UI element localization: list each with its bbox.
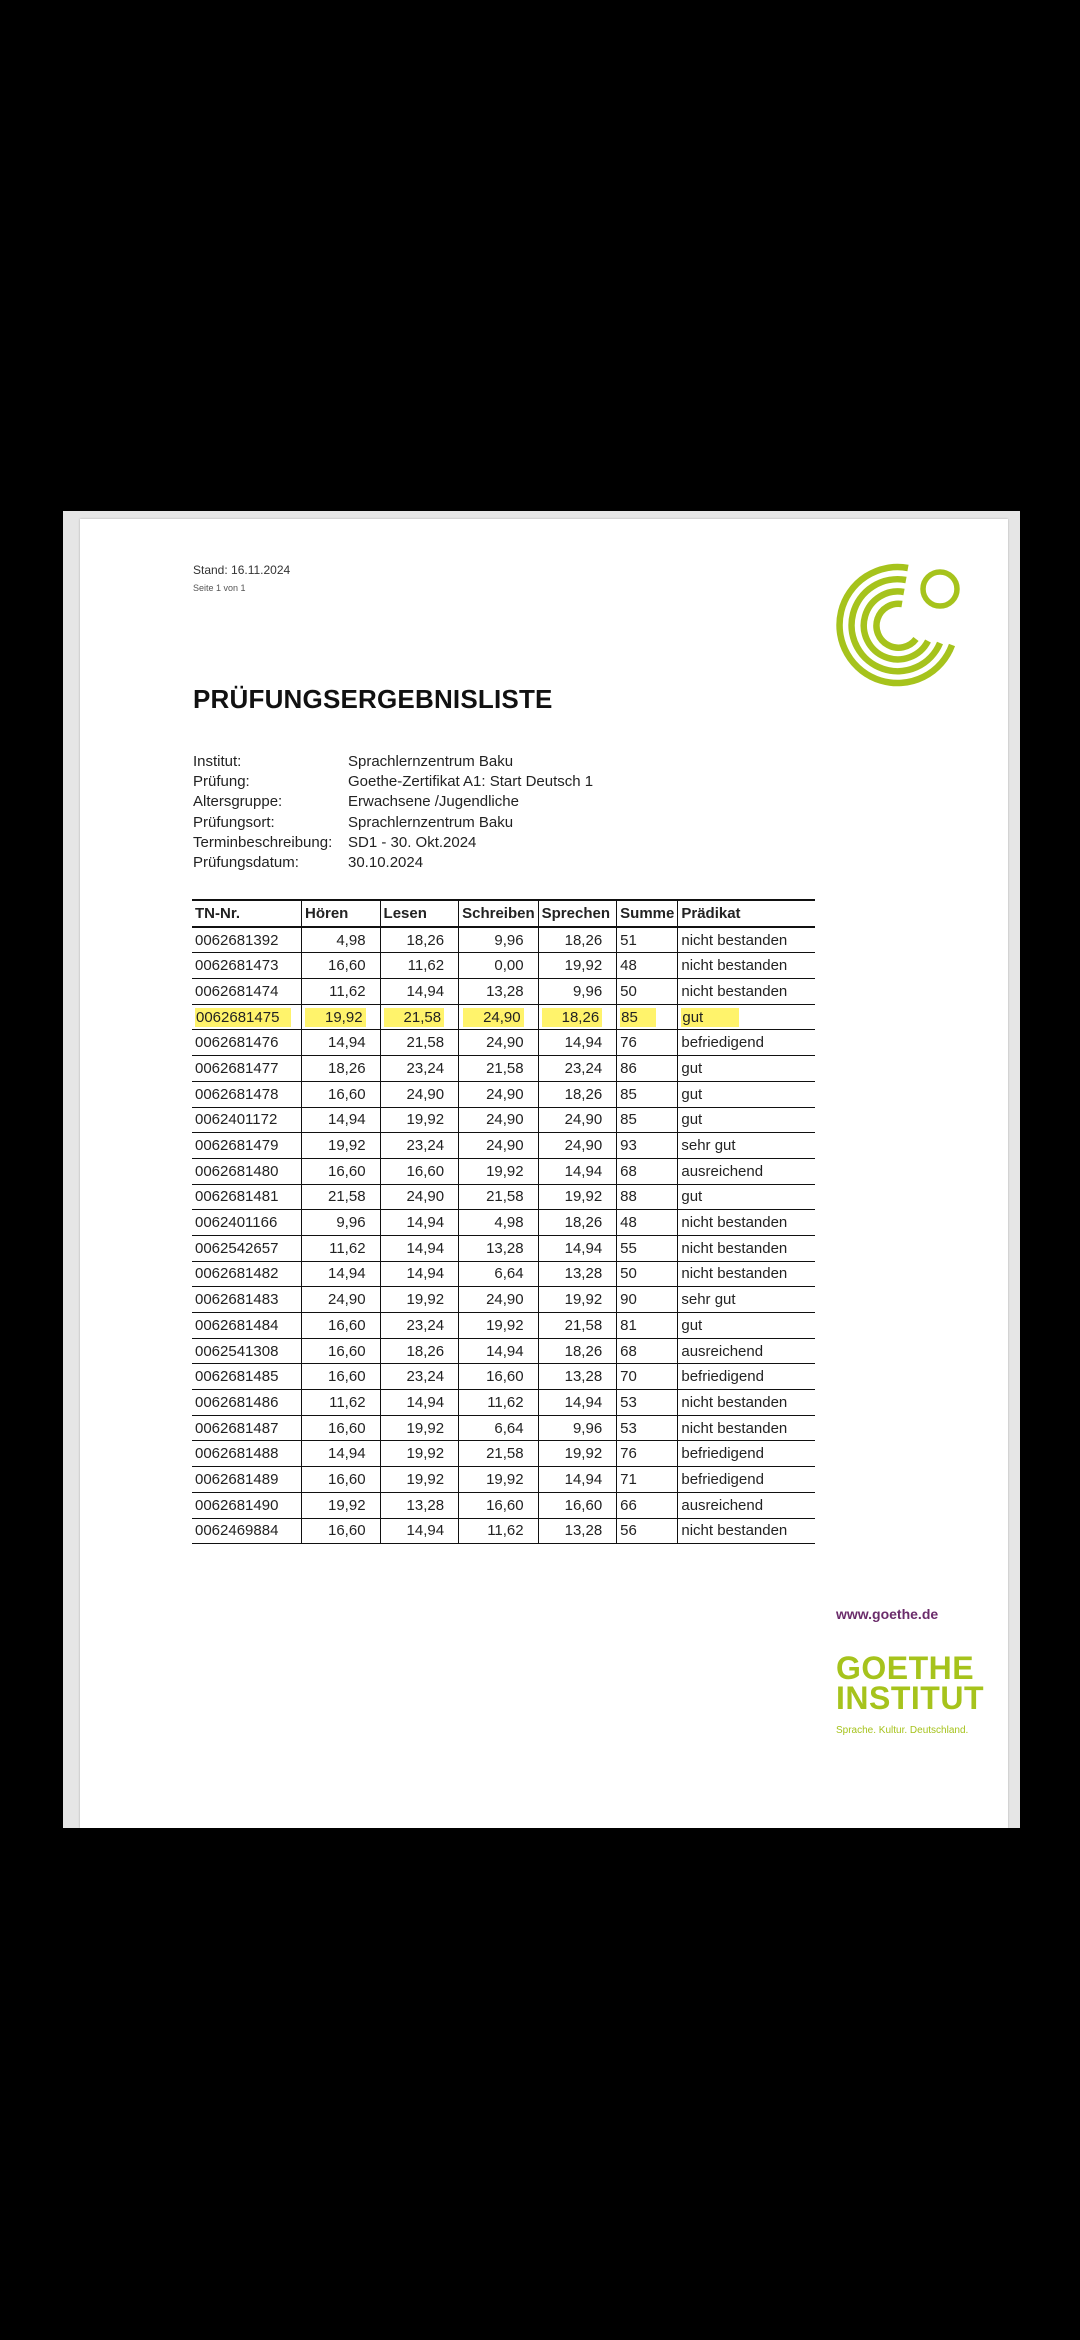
cell-lesen: 13,28 <box>380 1492 459 1518</box>
cell-summe: 70 <box>617 1364 678 1390</box>
cell-tn-nr: 0062681481 <box>192 1184 302 1210</box>
cell-schreiben: 14,94 <box>459 1338 539 1364</box>
cell-schreiben: 19,92 <box>459 1313 539 1339</box>
cell-tn-nr: 0062681486 <box>192 1390 302 1416</box>
cell-praedikat: befriedigend <box>678 1364 816 1390</box>
cell-sprechen: 18,26 <box>538 1004 617 1030</box>
cell-sprechen: 19,92 <box>538 1184 617 1210</box>
cell-lesen: 19,92 <box>380 1107 459 1133</box>
cell-sprechen: 18,26 <box>538 1081 617 1107</box>
document-title: PRÜFUNGSERGEBNISLISTE <box>193 684 553 714</box>
cell-lesen: 14,94 <box>380 1210 459 1236</box>
cell-tn-nr: 0062541308 <box>192 1338 302 1364</box>
cell-sprechen: 23,24 <box>538 1056 617 1082</box>
cell-schreiben: 24,90 <box>459 1030 539 1056</box>
cell-lesen: 14,94 <box>380 1261 459 1287</box>
cell-sprechen: 13,28 <box>538 1261 617 1287</box>
cell-sprechen: 16,60 <box>538 1492 617 1518</box>
cell-summe: 93 <box>617 1133 678 1159</box>
cell-summe: 76 <box>617 1441 678 1467</box>
cell-schreiben: 9,96 <box>459 927 539 953</box>
cell-sprechen: 24,90 <box>538 1107 617 1133</box>
cell-sprechen: 18,26 <box>538 1210 617 1236</box>
cell-summe: 76 <box>617 1030 678 1056</box>
cell-sprechen: 13,28 <box>538 1518 617 1544</box>
table-row <box>192 1030 815 1056</box>
cell-schreiben: 21,58 <box>459 1184 539 1210</box>
table-row <box>192 1158 815 1184</box>
table-row <box>192 1492 815 1518</box>
table-row <box>192 1261 815 1287</box>
cell-lesen: 23,24 <box>380 1056 459 1082</box>
cell-sprechen: 9,96 <box>538 1415 617 1441</box>
meta-row-terminbeschreibung: Terminbeschreibung: SD1 - 30. Okt.2024 <box>193 833 477 851</box>
table-row <box>192 953 815 979</box>
cell-lesen: 14,94 <box>380 1518 459 1544</box>
brand-tagline: Sprache. Kultur. Deutschland. <box>836 1725 969 1736</box>
website-link[interactable]: www.goethe.de <box>836 1606 939 1622</box>
cell-hoeren: 16,60 <box>302 1081 381 1107</box>
cell-praedikat: befriedigend <box>678 1030 816 1056</box>
cell-hoeren: 16,60 <box>302 1313 381 1339</box>
cell-lesen: 18,26 <box>380 1338 459 1364</box>
cell-summe: 86 <box>617 1056 678 1082</box>
cell-schreiben: 16,60 <box>459 1492 539 1518</box>
table-row <box>192 1364 815 1390</box>
cell-schreiben: 11,62 <box>459 1390 539 1416</box>
cell-praedikat: ausreichend <box>678 1492 816 1518</box>
cell-schreiben: 24,90 <box>459 1107 539 1133</box>
cell-sprechen: 19,92 <box>538 1441 617 1467</box>
cell-sprechen: 19,92 <box>538 953 617 979</box>
cell-summe: 88 <box>617 1184 678 1210</box>
cell-lesen: 23,24 <box>380 1133 459 1159</box>
cell-hoeren: 14,94 <box>302 1030 381 1056</box>
cell-schreiben: 4,98 <box>459 1210 539 1236</box>
cell-summe: 53 <box>617 1415 678 1441</box>
cell-praedikat: nicht bestanden <box>678 1518 816 1544</box>
cell-tn-nr: 0062681485 <box>192 1364 302 1390</box>
brand-name-line2: INSTITUT <box>836 1680 984 1716</box>
cell-hoeren: 16,60 <box>302 1415 381 1441</box>
table-row <box>192 927 815 953</box>
cell-hoeren: 11,62 <box>302 1235 381 1261</box>
cell-lesen: 11,62 <box>380 953 459 979</box>
cell-schreiben: 13,28 <box>459 979 539 1005</box>
cell-tn-nr: 0062681478 <box>192 1081 302 1107</box>
cell-hoeren: 9,96 <box>302 1210 381 1236</box>
table-row <box>192 1107 815 1133</box>
cell-tn-nr: 0062681487 <box>192 1415 302 1441</box>
cell-sprechen: 14,94 <box>538 1030 617 1056</box>
cell-summe: 85 <box>617 1107 678 1133</box>
table-row <box>192 1441 815 1467</box>
cell-praedikat: ausreichend <box>678 1338 816 1364</box>
cell-sprechen: 19,92 <box>538 1287 617 1313</box>
cell-praedikat: nicht bestanden <box>678 1415 816 1441</box>
header-schreiben: Schreiben <box>459 900 539 927</box>
cell-hoeren: 16,60 <box>302 1338 381 1364</box>
cell-summe: 68 <box>617 1158 678 1184</box>
cell-tn-nr: 0062681489 <box>192 1467 302 1493</box>
cell-lesen: 23,24 <box>380 1313 459 1339</box>
cell-lesen: 23,24 <box>380 1364 459 1390</box>
cell-tn-nr: 0062681484 <box>192 1313 302 1339</box>
cell-schreiben: 11,62 <box>459 1518 539 1544</box>
meta-row-institut: Institut: Sprachlernzentrum Baku <box>193 753 514 770</box>
cell-hoeren: 14,94 <box>302 1107 381 1133</box>
header-praedikat: Prädikat <box>678 900 816 927</box>
cell-tn-nr: 0062681488 <box>192 1441 302 1467</box>
cell-lesen: 19,92 <box>380 1415 459 1441</box>
cell-hoeren: 19,92 <box>302 1004 381 1030</box>
cell-praedikat: sehr gut <box>678 1133 816 1159</box>
cell-praedikat: nicht bestanden <box>678 927 816 953</box>
table-row <box>192 1184 815 1210</box>
cell-summe: 56 <box>617 1518 678 1544</box>
cell-lesen: 14,94 <box>380 1390 459 1416</box>
table-row <box>192 1313 815 1339</box>
cell-hoeren: 4,98 <box>302 927 381 953</box>
cell-summe: 81 <box>617 1313 678 1339</box>
table-row <box>192 1081 815 1107</box>
cell-praedikat: sehr gut <box>678 1287 816 1313</box>
cell-lesen: 19,92 <box>380 1287 459 1313</box>
cell-summe: 85 <box>617 1081 678 1107</box>
cell-lesen: 19,92 <box>380 1441 459 1467</box>
cell-summe: 66 <box>617 1492 678 1518</box>
cell-sprechen: 14,94 <box>538 1158 617 1184</box>
cell-praedikat: gut <box>678 1004 816 1030</box>
cell-summe: 51 <box>617 927 678 953</box>
cell-summe: 50 <box>617 1261 678 1287</box>
meta-row-pruefung: Prüfung: Goethe-Zertifikat A1: Start Deutsch 1 <box>193 773 594 791</box>
cell-schreiben: 16,60 <box>459 1364 539 1390</box>
cell-tn-nr: 0062542657 <box>192 1235 302 1261</box>
cell-sprechen: 18,26 <box>538 1338 617 1364</box>
cell-summe: 85 <box>617 1004 678 1030</box>
cell-sprechen: 14,94 <box>538 1467 617 1493</box>
cell-sprechen: 21,58 <box>538 1313 617 1339</box>
cell-hoeren: 19,92 <box>302 1492 381 1518</box>
cell-schreiben: 0,00 <box>459 953 539 979</box>
cell-summe: 48 <box>617 1210 678 1236</box>
cell-sprechen: 9,96 <box>538 979 617 1005</box>
cell-hoeren: 21,58 <box>302 1184 381 1210</box>
cell-tn-nr: 0062681482 <box>192 1261 302 1287</box>
document-page <box>80 519 1008 1828</box>
cell-sprechen: 13,28 <box>538 1364 617 1390</box>
cell-praedikat: gut <box>678 1107 816 1133</box>
cell-hoeren: 14,94 <box>302 1261 381 1287</box>
cell-lesen: 14,94 <box>380 1235 459 1261</box>
cell-lesen: 21,58 <box>380 1004 459 1030</box>
cell-hoeren: 16,60 <box>302 1518 381 1544</box>
table-row <box>192 1056 815 1082</box>
cell-summe: 48 <box>617 953 678 979</box>
cell-schreiben: 21,58 <box>459 1056 539 1082</box>
cell-schreiben: 21,58 <box>459 1441 539 1467</box>
cell-schreiben: 24,90 <box>459 1081 539 1107</box>
cell-hoeren: 16,60 <box>302 1467 381 1493</box>
cell-tn-nr: 0062681474 <box>192 979 302 1005</box>
cell-praedikat: ausreichend <box>678 1158 816 1184</box>
cell-tn-nr: 0062681483 <box>192 1287 302 1313</box>
table-row <box>192 979 815 1005</box>
cell-schreiben: 24,90 <box>459 1133 539 1159</box>
cell-sprechen: 14,94 <box>538 1390 617 1416</box>
cell-hoeren: 16,60 <box>302 1158 381 1184</box>
table-row <box>192 1210 815 1236</box>
cell-lesen: 18,26 <box>380 927 459 953</box>
table-row <box>192 1287 815 1313</box>
cell-praedikat: gut <box>678 1184 816 1210</box>
meta-row-pruefungsdatum: Prüfungsdatum: 30.10.2024 <box>193 853 424 871</box>
cell-summe: 90 <box>617 1287 678 1313</box>
cell-tn-nr: 0062681490 <box>192 1492 302 1518</box>
exam-metadata <box>193 753 593 874</box>
cell-sprechen: 18,26 <box>538 927 617 953</box>
cell-tn-nr: 0062681476 <box>192 1030 302 1056</box>
cell-tn-nr: 0062681473 <box>192 953 302 979</box>
cell-summe: 53 <box>617 1390 678 1416</box>
cell-tn-nr: 0062681475 <box>192 1004 302 1030</box>
table-row <box>192 1390 815 1416</box>
cell-praedikat: befriedigend <box>678 1441 816 1467</box>
cell-praedikat: gut <box>678 1081 816 1107</box>
cell-hoeren: 24,90 <box>302 1287 381 1313</box>
cell-tn-nr: 0062681392 <box>192 927 302 953</box>
page-number: Seite 1 von 1 <box>193 583 246 593</box>
header-hoeren: Hören <box>302 900 381 927</box>
cell-schreiben: 19,92 <box>459 1158 539 1184</box>
cell-hoeren: 14,94 <box>302 1441 381 1467</box>
cell-praedikat: nicht bestanden <box>678 1235 816 1261</box>
cell-praedikat: gut <box>678 1313 816 1339</box>
cell-praedikat: nicht bestanden <box>678 953 816 979</box>
cell-summe: 71 <box>617 1467 678 1493</box>
table-header-row <box>192 900 815 927</box>
cell-lesen: 24,90 <box>380 1184 459 1210</box>
cell-lesen: 14,94 <box>380 979 459 1005</box>
cell-praedikat: nicht bestanden <box>678 1390 816 1416</box>
cell-praedikat: nicht bestanden <box>678 1210 816 1236</box>
cell-tn-nr: 0062401166 <box>192 1210 302 1236</box>
header-summe: Summe <box>617 900 678 927</box>
stand-date: Stand: 16.11.2024 <box>193 563 291 577</box>
cell-praedikat: befriedigend <box>678 1467 816 1493</box>
cell-sprechen: 24,90 <box>538 1133 617 1159</box>
brand-name-line1: GOETHE <box>836 1650 975 1686</box>
cell-lesen: 19,92 <box>380 1467 459 1493</box>
cell-summe: 68 <box>617 1338 678 1364</box>
cell-praedikat: nicht bestanden <box>678 1261 816 1287</box>
goethe-logo-icon <box>836 561 966 691</box>
table-row <box>192 1415 815 1441</box>
cell-tn-nr: 0062681477 <box>192 1056 302 1082</box>
cell-lesen: 24,90 <box>380 1081 459 1107</box>
cell-hoeren: 11,62 <box>302 979 381 1005</box>
cell-hoeren: 18,26 <box>302 1056 381 1082</box>
cell-lesen: 21,58 <box>380 1030 459 1056</box>
cell-hoeren: 11,62 <box>302 1390 381 1416</box>
meta-row-pruefungsort: Prüfungsort: Sprachlernzentrum Baku <box>193 813 514 831</box>
cell-schreiben: 13,28 <box>459 1235 539 1261</box>
header-tn-nr: TN-Nr. <box>192 900 302 927</box>
results-table-body <box>192 927 815 1544</box>
cell-tn-nr: 0062681479 <box>192 1133 302 1159</box>
header-sprechen: Sprechen <box>538 900 617 927</box>
table-row <box>192 1004 815 1030</box>
header-lesen: Lesen <box>380 900 459 927</box>
cell-sprechen: 14,94 <box>538 1235 617 1261</box>
table-row <box>192 1133 815 1159</box>
cell-praedikat: gut <box>678 1056 816 1082</box>
results-table <box>192 899 815 1544</box>
cell-schreiben: 19,92 <box>459 1467 539 1493</box>
cell-hoeren: 16,60 <box>302 953 381 979</box>
cell-lesen: 16,60 <box>380 1158 459 1184</box>
cell-praedikat: nicht bestanden <box>678 979 816 1005</box>
cell-hoeren: 19,92 <box>302 1133 381 1159</box>
cell-schreiben: 24,90 <box>459 1287 539 1313</box>
cell-schreiben: 6,64 <box>459 1261 539 1287</box>
cell-schreiben: 6,64 <box>459 1415 539 1441</box>
cell-tn-nr: 0062681480 <box>192 1158 302 1184</box>
cell-hoeren: 16,60 <box>302 1364 381 1390</box>
table-row <box>192 1467 815 1493</box>
cell-schreiben: 24,90 <box>459 1004 539 1030</box>
cell-tn-nr: 0062401172 <box>192 1107 302 1133</box>
cell-tn-nr: 0062469884 <box>192 1518 302 1544</box>
table-row <box>192 1518 815 1544</box>
cell-summe: 50 <box>617 979 678 1005</box>
table-row <box>192 1235 815 1261</box>
cell-summe: 55 <box>617 1235 678 1261</box>
meta-row-altersgruppe: Altersgruppe: Erwachsene /Jugendliche <box>193 793 519 811</box>
table-row <box>192 1338 815 1364</box>
